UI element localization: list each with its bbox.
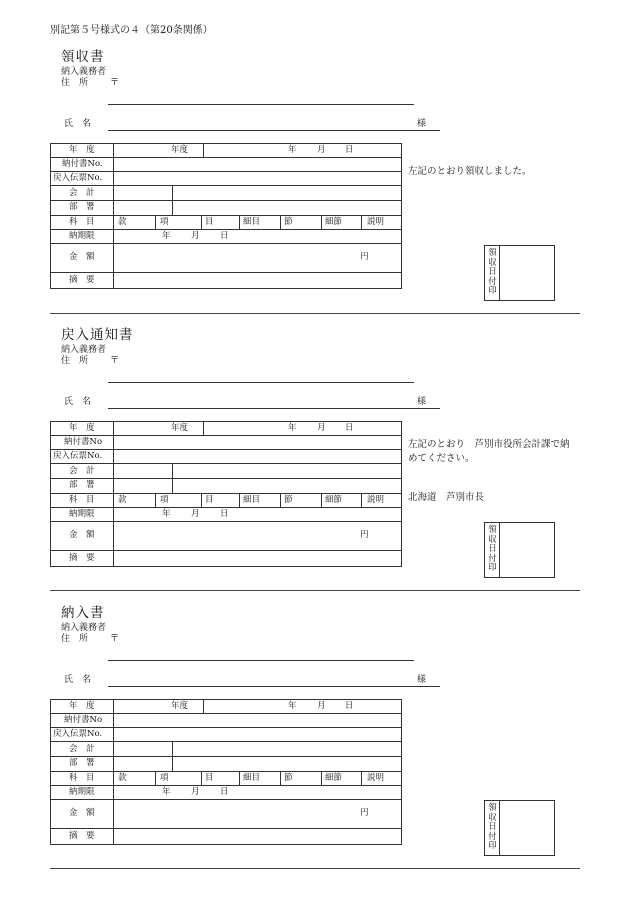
subject-label: 科 目 [69, 495, 95, 505]
account-label: 会 計 [69, 466, 95, 476]
explanation-label: 説明 [367, 773, 385, 783]
returned-slip-label: 戻入伝票No. [53, 173, 103, 183]
account-label: 会 計 [69, 744, 95, 754]
address-label: 住 所 [61, 356, 89, 366]
kan-label: 款 [118, 773, 127, 783]
stamp-label: 領収日付印 [488, 803, 497, 851]
fiscal-year-label: 年 度 [69, 145, 95, 155]
saimoku-label: 細目 [243, 773, 261, 783]
issuer: 北海道 芦別市長 [408, 492, 485, 503]
account-label: 会 計 [69, 188, 95, 198]
date-month-label: 月 [317, 423, 326, 433]
due-month-label: 月 [191, 231, 200, 241]
saimoku-label: 細目 [243, 217, 261, 227]
setsu-label: 節 [284, 773, 293, 783]
date-stamp-box [484, 522, 555, 578]
section-title: 納入書 [61, 605, 105, 621]
address-line[interactable] [108, 104, 414, 105]
amount-label: 金 額 [69, 808, 95, 818]
kan-label: 款 [118, 495, 127, 505]
moku-label: 目 [205, 217, 214, 227]
section-title: 領収書 [61, 49, 105, 65]
department-label: 部 署 [69, 758, 95, 768]
fiscal-year-label: 年 度 [69, 423, 95, 433]
returned-slip-label: 戻入伝票No. [53, 451, 103, 461]
due-day-label: 日 [220, 231, 229, 241]
stamp-label: 領収日付印 [488, 525, 497, 573]
address-label: 住 所 [61, 634, 89, 644]
summary-label: 摘 要 [69, 275, 95, 285]
address-label: 住 所 [61, 78, 89, 88]
due-date-label: 納期限 [69, 787, 95, 797]
saisetsu-label: 細節 [325, 217, 343, 227]
due-month-label: 月 [191, 509, 200, 519]
due-year-label: 年 [162, 787, 171, 797]
date-month-label: 月 [317, 701, 326, 711]
moku-label: 目 [205, 773, 214, 783]
account-table [50, 699, 402, 845]
receipt-message: 左記のとおり領収しました。 [408, 166, 532, 177]
address-line[interactable] [108, 660, 414, 661]
name-label: 氏 名 [64, 119, 92, 129]
date-day-label: 日 [345, 145, 354, 155]
due-date-label: 納期限 [69, 231, 95, 241]
notice-no-label: 納付書No [64, 437, 103, 447]
section-divider [50, 868, 580, 869]
saisetsu-label: 細節 [325, 773, 343, 783]
form-header: 別記第５号様式の４（第20条関係） [50, 25, 213, 36]
fiscal-year-label: 年 度 [69, 701, 95, 711]
notice-no-label: 納付書No [64, 715, 103, 725]
subject-label: 科 目 [69, 773, 95, 783]
amount-label: 金 額 [69, 252, 95, 262]
honorific: 様 [417, 675, 427, 685]
explanation-label: 説明 [367, 217, 385, 227]
subject-label: 科 目 [69, 217, 95, 227]
department-label: 部 署 [69, 480, 95, 490]
nendo-label: 年度 [171, 145, 189, 155]
honorific: 様 [417, 397, 427, 407]
setsu-label: 節 [284, 495, 293, 505]
kou-label: 項 [160, 773, 169, 783]
yen-label: 円 [360, 252, 369, 262]
date-year-label: 年 [288, 701, 297, 711]
due-month-label: 月 [191, 787, 200, 797]
honorific: 様 [417, 119, 427, 129]
postal-mark: 〒 [110, 356, 120, 366]
postal-mark: 〒 [110, 78, 120, 88]
payment-slip-section [0, 596, 630, 874]
nendo-label: 年度 [171, 701, 189, 711]
yen-label: 円 [360, 808, 369, 818]
kou-label: 項 [160, 217, 169, 227]
due-day-label: 日 [220, 509, 229, 519]
name-label: 氏 名 [64, 675, 92, 685]
date-stamp-box [484, 245, 555, 301]
yen-label: 円 [360, 530, 369, 540]
kou-label: 項 [160, 495, 169, 505]
obligor-label: 納入義務者 [61, 67, 107, 77]
returned-slip-label: 戻入伝票No. [53, 729, 103, 739]
obligor-label: 納入義務者 [61, 345, 107, 355]
date-month-label: 月 [317, 145, 326, 155]
return-notice-section [0, 318, 630, 596]
date-day-label: 日 [345, 701, 354, 711]
explanation-label: 説明 [367, 495, 385, 505]
due-year-label: 年 [162, 231, 171, 241]
notice-message-line2: めてください。 [408, 453, 475, 464]
setsu-label: 節 [284, 217, 293, 227]
account-table [50, 143, 402, 289]
section-title: 戻入通知書 [61, 327, 134, 343]
saimoku-label: 細目 [243, 495, 261, 505]
notice-no-label: 納付書No. [62, 159, 103, 169]
section-divider [50, 313, 580, 314]
name-label: 氏 名 [64, 397, 92, 407]
address-line[interactable] [108, 382, 414, 383]
name-line[interactable] [108, 130, 440, 131]
stamp-label: 領収日付印 [488, 248, 497, 296]
date-year-label: 年 [288, 145, 297, 155]
due-day-label: 日 [220, 787, 229, 797]
date-day-label: 日 [345, 423, 354, 433]
date-year-label: 年 [288, 423, 297, 433]
department-label: 部 署 [69, 202, 95, 212]
obligor-label: 納入義務者 [61, 623, 107, 633]
postal-mark: 〒 [110, 634, 120, 644]
summary-label: 摘 要 [69, 831, 95, 841]
moku-label: 目 [205, 495, 214, 505]
saisetsu-label: 細節 [325, 495, 343, 505]
due-year-label: 年 [162, 509, 171, 519]
amount-label: 金 額 [69, 530, 95, 540]
receipt-section [0, 40, 630, 318]
notice-message-line1: 左記のとおり 芦別市役所会計課で納 [408, 439, 570, 450]
due-date-label: 納期限 [69, 509, 95, 519]
summary-label: 摘 要 [69, 553, 95, 563]
kan-label: 款 [118, 217, 127, 227]
section-divider [50, 590, 580, 591]
account-table [50, 421, 402, 567]
nendo-label: 年度 [171, 423, 189, 433]
name-line[interactable] [108, 408, 440, 409]
name-line[interactable] [108, 686, 440, 687]
date-stamp-box [484, 800, 555, 856]
